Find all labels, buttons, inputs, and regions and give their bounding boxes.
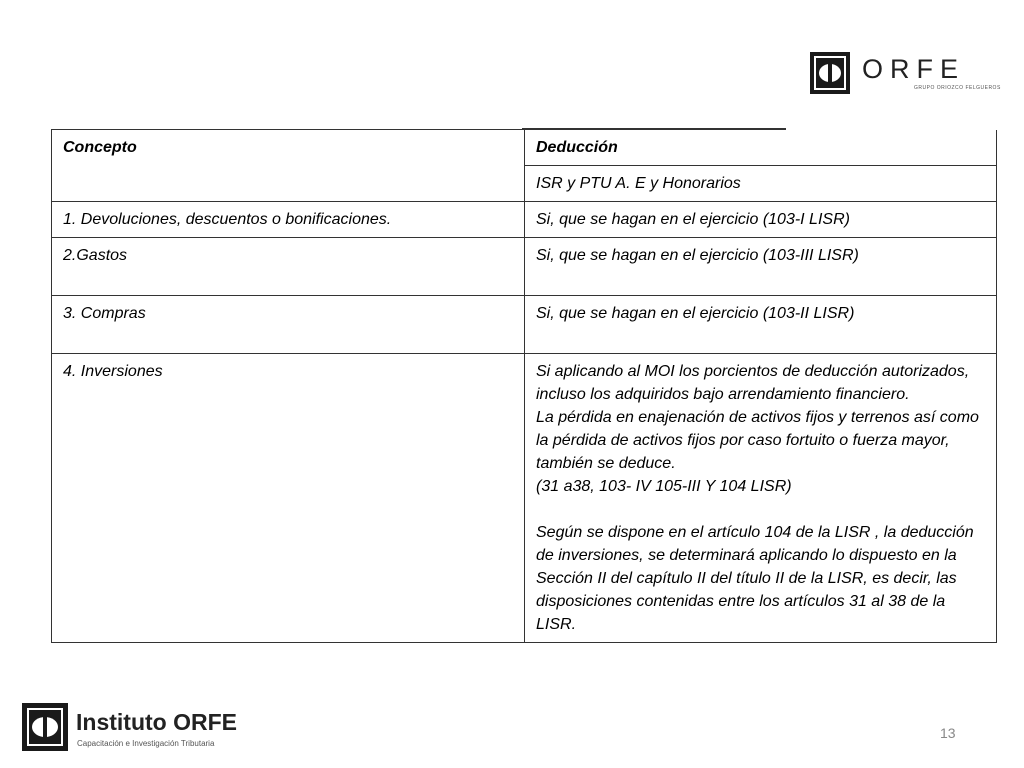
row-concept: 1. Devoluciones, descuentos o bonificaciones. — [52, 201, 525, 237]
table-row — [52, 201, 997, 237]
header-deduction: Deducción — [525, 130, 997, 166]
table-row — [52, 353, 997, 642]
orfe-logo-top — [810, 52, 1001, 96]
row-deduction: Si, que se hagan en el ejercicio (103-III LISR) — [525, 237, 997, 295]
row-concept: 2.Gastos — [52, 237, 525, 295]
row-deduction-multi — [525, 353, 997, 642]
row-deduction: Si, que se hagan en el ejercicio (103-II LISR) — [525, 295, 997, 353]
orfe-tagline: GRUPO ORIOZCO FELGUEROS — [914, 85, 1001, 91]
page-number: 13 — [940, 725, 956, 741]
orfe-wordmark: ORFE — [862, 54, 966, 84]
orfe-emblem-icon — [22, 703, 68, 751]
deductions-table — [51, 129, 997, 643]
row-concept: 3. Compras — [52, 295, 525, 353]
table-header-row — [52, 130, 997, 166]
deduction-paragraph: Según se dispone en el artículo 104 de la LISR , la deducción de inversiones, se determinará aplicando lo dispuesto en la Sección II del capítulo II del título II de la LISR, es decir, las disposiciones contenidas entre los artículos 31 al 38 de la LISR. — [536, 523, 974, 633]
deduction-paragraph: La pérdida en enajenación de activos fijos y terrenos así como la pérdida de activos fijos por caso fortuito o fuerza mayor, también se deduce. — [536, 408, 979, 472]
deduction-paragraph: (31 a38, 103- IV 105-III Y 104 LISR) — [536, 477, 792, 495]
header-concept: Concepto — [52, 130, 525, 202]
instituto-subtitle: Capacitación e Investigación Tributaria — [77, 739, 215, 748]
row-concept: 4. Inversiones — [52, 353, 525, 642]
subheader-isr: ISR y PTU A. E y Honorarios — [525, 165, 997, 201]
row-deduction: Si, que se hagan en el ejercicio (103-I LISR) — [525, 201, 997, 237]
table-row — [52, 237, 997, 295]
paragraph-spacer — [536, 498, 986, 521]
table-row — [52, 295, 997, 353]
deduction-paragraph: Si aplicando al MOI los porcientos de deducción autorizados, incluso los adquiridos bajo arrendamiento financiero. — [536, 362, 970, 403]
instituto-orfe-logo — [22, 703, 282, 755]
orfe-emblem-icon — [810, 52, 850, 94]
instituto-title: Instituto ORFE — [76, 709, 237, 735]
